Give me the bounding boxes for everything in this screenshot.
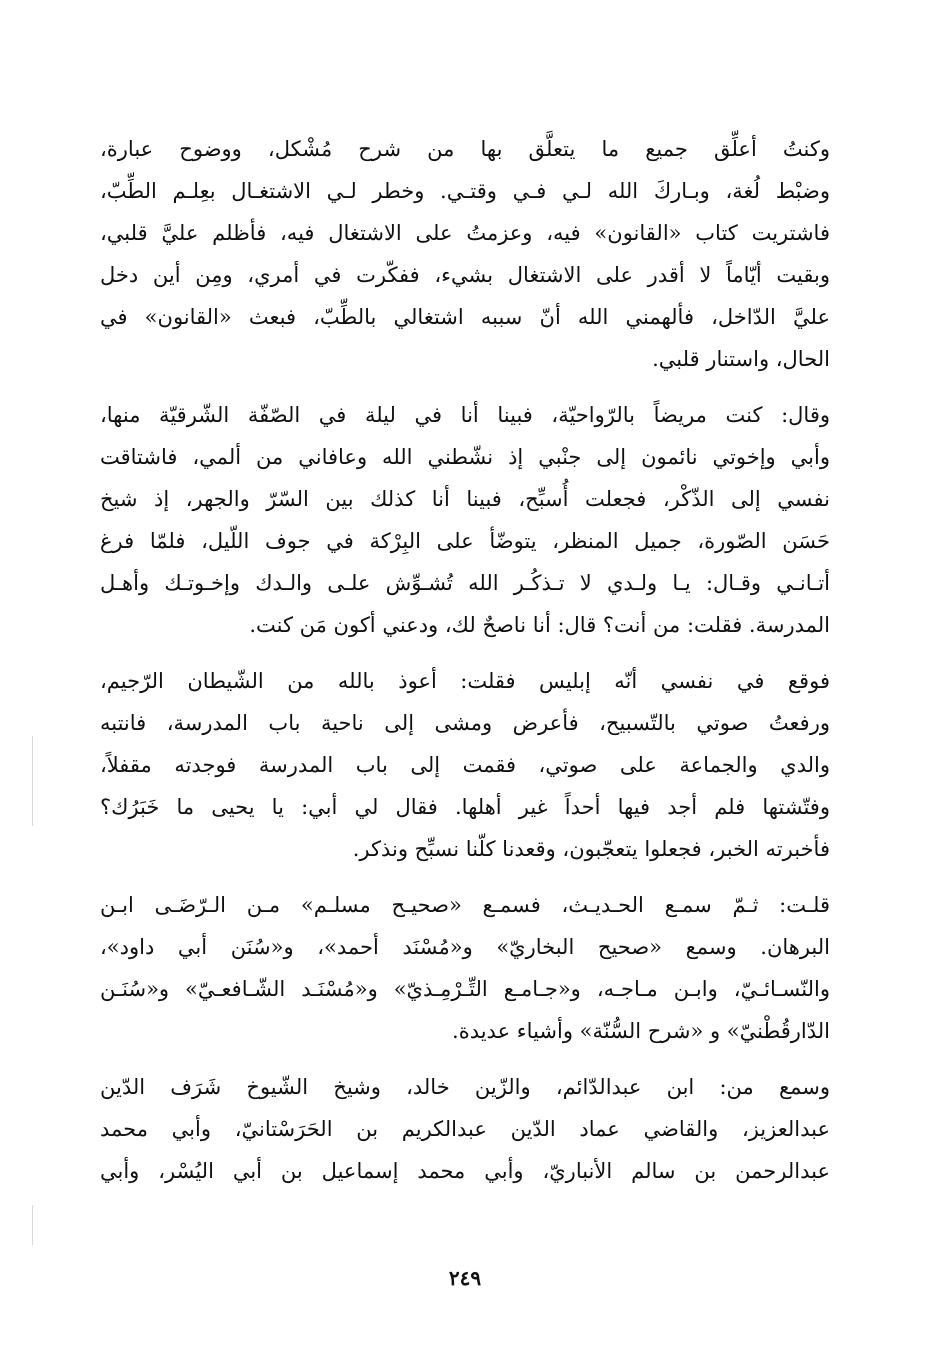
paragraph	[100, 128, 830, 380]
body-text	[100, 128, 830, 1192]
text-line: المدرسة. فقلت: من أنت؟ قال: أنا ناصحٌ لك، ودعني أكون مَن كنت.	[249, 613, 830, 637]
text-line: أتـانـي وقـال: يـا ولـدي لا تـذكُـر الله تُشـوِّش علـى والـدك وإخـوتـك وأهـل	[100, 571, 830, 595]
text-line: الدّارقُطْنيّ» و «شرح السُّنّة» وأشياء عديدة.	[452, 1019, 830, 1043]
paragraph	[100, 1066, 830, 1192]
text-line: الحال، واستنار قلبي.	[652, 347, 830, 371]
text-line: وأبي وإخوتي نائمون إلى جنْبي إذ نشّطني الله وعافاني من ألمي، فاشتاقت	[100, 445, 830, 469]
text-line: قلـت: ثـمّ سمـع الحـديـث، فسمـع «صحيـح مسلـم» مـن الـرّضَـى ابـن	[100, 893, 830, 917]
margin-mark	[32, 1205, 33, 1245]
text-line: فوقع في نفسي أنّه إبليس فقلت: أعوذ بالله من الشّيطان الرّجيم،	[100, 669, 830, 693]
text-line: فأخبرته الخبر، فجعلوا يتعجّبون، وقعدنا كلّنا نسبِّح ونذكر.	[352, 837, 830, 861]
text-line: وكنتُ أعلِّق جميع ما يتعلَّق بها من شرح مُشْكل، ووضوح عبارة،	[100, 137, 830, 161]
page-number: ٢٤٩	[448, 1266, 482, 1290]
text-line: والنّسـائـيّ، وابـن مـاجـه، و«جـامـع التِّـرْمِـذيّ» و«مُسْنَـد الشّـافعـيّ» و«سُنَـن	[100, 977, 830, 1001]
text-line: وضبْط لُغة، وبـاركَ الله لـي فـي وقتـي. وخطر لـي الاشتغـال بعِلـم الطِّبّ،	[100, 179, 830, 203]
text-line: عليَّ الدّاخل، فألهمني الله أنّ سببه اشتغالي بالطِّبّ، فبعث «القانون» في	[100, 305, 830, 329]
text-line: ورفعتُ صوتي بالتّسبيح، فأعرض ومشى إلى ناحية باب المدرسة، فانتبه	[100, 711, 830, 735]
paragraph	[100, 884, 830, 1052]
text-line: وفتّشتها فلم أجد فيها أحداً غير أهلها. فقال لي أبي: يا يحيى ما خَبَرُك؟	[100, 795, 830, 819]
text-line: عبدالرحمن بن سالم الأنباريّ، وأبي محمد إسماعيل بن أبي اليُسْر، وأبي	[100, 1159, 830, 1183]
text-line: عبدالعزيز، والقاضي عماد الدّين عبدالكريم بن الحَرَسْتانيّ، وأبي محمد	[100, 1117, 830, 1141]
text-line: نفسي إلى الذّكْر، فجعلت أُسبِّح، فبينا أنا كذلك بين السّرّ والجهر، إذ شيخ	[100, 487, 830, 511]
text-line: البرهان. وسمع «صحيح البخاريّ» و«مُسْنَد أحمد»، و«سُنَن أبي داود»،	[100, 935, 830, 959]
paragraph	[100, 394, 830, 646]
text-line: وقال: كنت مريضاً بالرّواحيّة، فبينا أنا في ليلة في الصّفّة الشّرقيّة منها،	[100, 403, 830, 427]
paragraph	[100, 660, 830, 870]
text-line: وسمع من: ابن عبدالدّائم، والزّين خالد، وشيخ الشّيوخ شَرَف الدّين	[100, 1075, 830, 1099]
text-line: وبقيت أيّاماً لا أقدر على الاشتغال بشيء، ففكّرت في أمري، ومِن أين دخل	[100, 263, 830, 287]
text-line: حَسَن الصّورة، جميل المنظر، يتوضّأ على البِرْكة في جوف اللّيل، فلمّا فرغ	[100, 529, 830, 553]
text-line: والدي والجماعة على صوتي، فقمت إلى باب المدرسة فوجدته مقفلاً،	[100, 753, 830, 777]
text-line: فاشتريت كتاب «القانون» فيه، وعزمتُ على الاشتغال فيه، فأظلم عليَّ قلبي،	[100, 221, 830, 245]
margin-mark	[32, 736, 33, 826]
